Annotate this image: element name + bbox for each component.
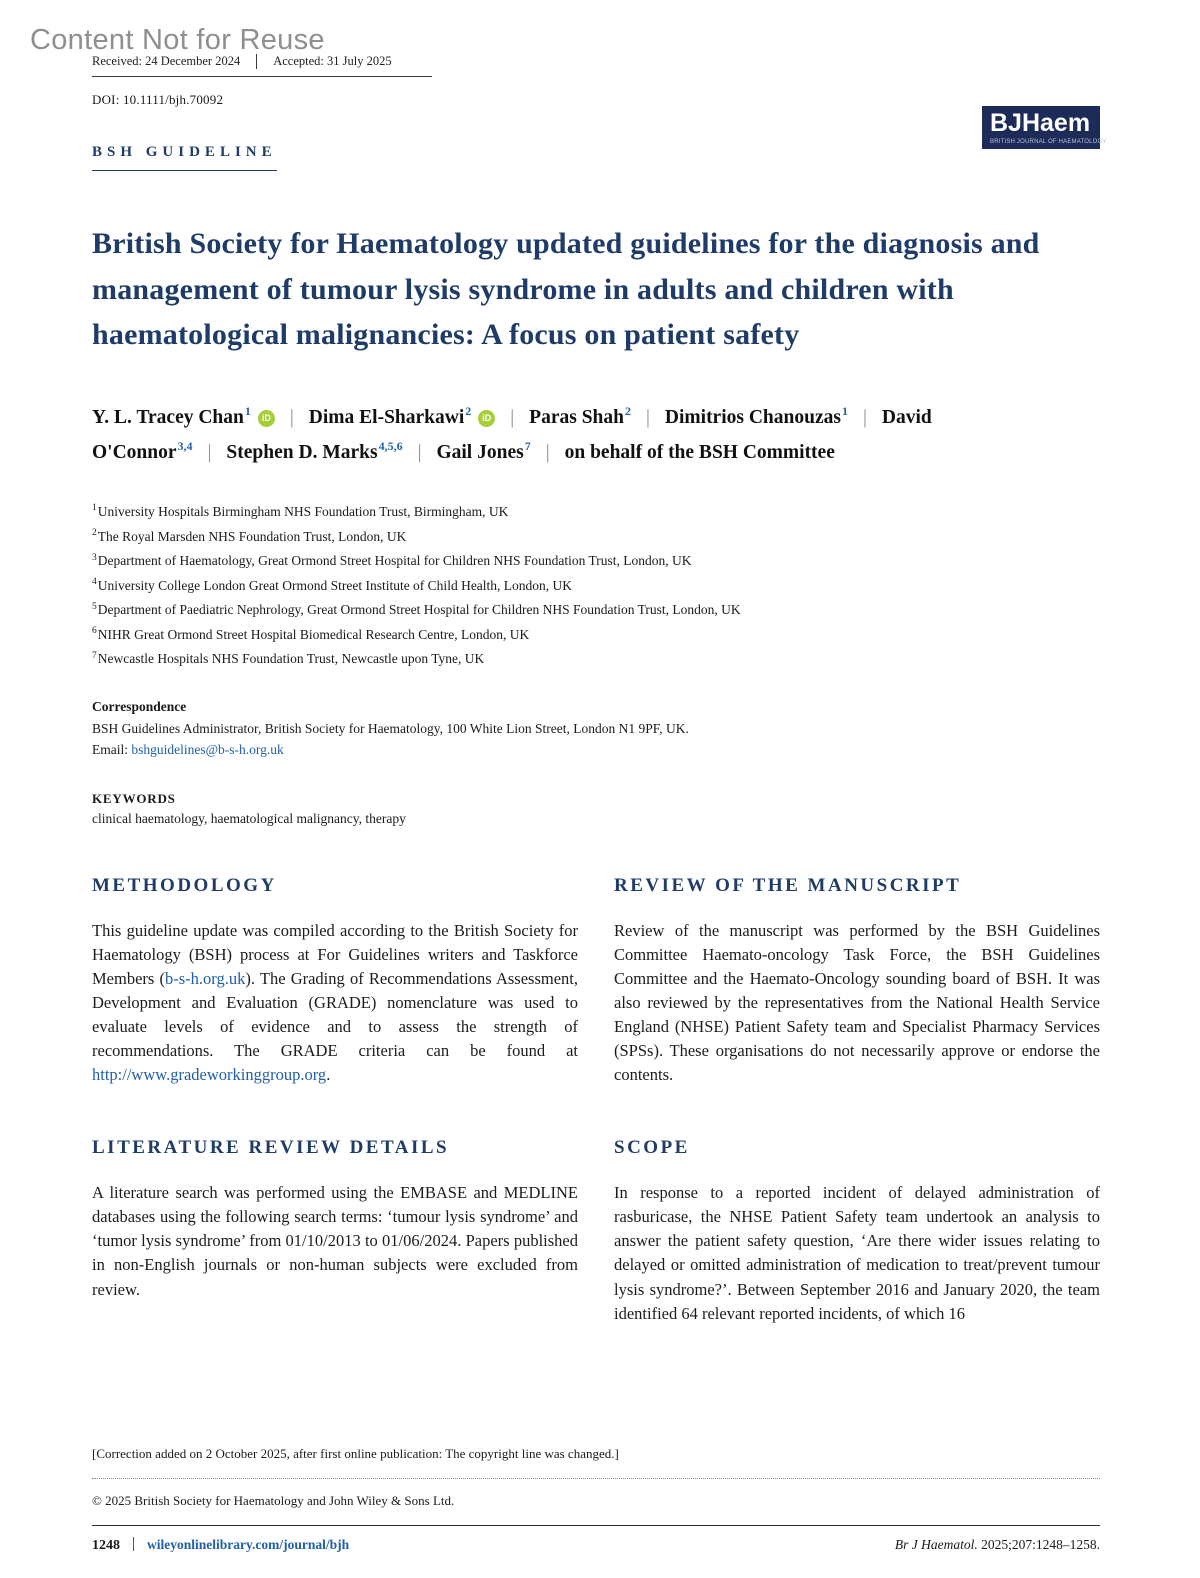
correspondence-email-link[interactable]: bshguidelines@b-s-h.org.uk bbox=[131, 742, 284, 758]
author-name: Dima El-Sharkawi bbox=[308, 406, 465, 428]
paragraph-text: This guideline update was compiled according to the British Society for Haematology (BSH) process at For Guidelines writers and Taskforce Members ( bbox=[92, 920, 578, 988]
author-affiliation-sup: 2 bbox=[465, 404, 472, 419]
affiliation bbox=[92, 598, 1100, 623]
affiliation-number: 2 bbox=[92, 528, 97, 539]
footer-rule bbox=[92, 1525, 1100, 1526]
correspondence-heading: Correspondence bbox=[92, 698, 187, 714]
author-name: Paras Shah bbox=[529, 406, 624, 428]
author-name: David O'Connor bbox=[92, 406, 932, 463]
keywords-block bbox=[92, 791, 1100, 827]
affiliation-number: 4 bbox=[92, 577, 97, 588]
journal-logo-name: BJHaem bbox=[990, 109, 1091, 137]
affiliation-number: 6 bbox=[92, 626, 97, 637]
page-number: 1248 bbox=[92, 1538, 120, 1553]
author-separator: | bbox=[545, 441, 550, 463]
keywords-list: clinical haematology, haematological malignancy, therapy bbox=[92, 810, 406, 826]
author-affiliation-sup: 1 bbox=[244, 404, 251, 419]
journal-logo-caption: BRITISH JOURNAL OF HAEMATOLOGY bbox=[990, 138, 1107, 145]
article-title: British Society for Haematology updated guidelines for the diagnosis and management of tumour lysis syndrome in adults and children with haematological malignancies: A focus on patient safety bbox=[92, 227, 1040, 352]
author-affiliation-sup: 7 bbox=[524, 439, 531, 454]
accepted-date: Accepted: 31 July 2025 bbox=[273, 54, 392, 68]
keywords-heading: KEYWORDS bbox=[92, 790, 176, 806]
citation-volume-pages: 2025;207:1248–1258. bbox=[977, 1537, 1100, 1552]
section-heading-review-manuscript: REVIEW OF THE MANUSCRIPT bbox=[614, 874, 962, 896]
affiliation-text: Newcastle Hospitals NHS Foundation Trust, Newcastle upon Tyne, UK bbox=[97, 651, 485, 667]
left-column bbox=[92, 875, 578, 1326]
correspondence-address: BSH Guidelines Administrator, British Society for Haematology, 100 White Lion Street, London N1 9PF, UK. bbox=[92, 720, 689, 736]
author bbox=[92, 404, 275, 428]
affiliation bbox=[92, 574, 1100, 599]
affiliation bbox=[92, 525, 1100, 550]
affiliation-text: NIHR Great Ormond Street Hospital Biomedical Research Centre, London, UK bbox=[97, 626, 530, 642]
journal-logo bbox=[982, 106, 1107, 149]
author-separator: | bbox=[510, 406, 515, 428]
author bbox=[308, 404, 495, 428]
bsh-link[interactable]: b-s-h.org.uk bbox=[165, 968, 246, 988]
author-separator: | bbox=[862, 406, 867, 428]
author-separator: | bbox=[646, 406, 650, 428]
grade-link[interactable]: http://www.gradeworkinggroup.org bbox=[92, 1065, 327, 1085]
author-list bbox=[92, 400, 1100, 470]
scope-paragraph: In response to a reported incident of delayed administration of rasburicase, the NHSE Patient Safety team undertook an analysis to answer the patient safety question, ‘Are there wider issues relating to delayed or omitted administration of medication to treat/prevent tumour lysis syndrome?’. Between September 2016 and January 2020, the team identified 64 relevant reported incidents, of which 16 bbox=[614, 1183, 1100, 1323]
correspondence-email-line bbox=[92, 739, 1100, 761]
author bbox=[226, 439, 403, 463]
footer-separator bbox=[133, 1537, 134, 1551]
copyright-line: © 2025 British Society for Haematology and John Wiley & Sons Ltd. bbox=[92, 1493, 455, 1508]
methodology-paragraph bbox=[92, 919, 578, 1088]
affiliation bbox=[92, 500, 1100, 525]
affiliation-number: 3 bbox=[92, 552, 97, 563]
doi: DOI: 10.1111/bjh.70092 bbox=[92, 92, 224, 107]
author-affiliation-sup: 3,4 bbox=[177, 439, 193, 454]
reuse-watermark: Content Not for Reuse bbox=[30, 24, 325, 56]
author-name: Dimitrios Chanouzas bbox=[664, 406, 841, 428]
citation-journal: Br J Haematol. bbox=[894, 1537, 978, 1552]
affiliation-text: Department of Haematology, Great Ormond Street Hospital for Children NHS Foundation Trust, London, UK bbox=[97, 553, 692, 569]
footer-left bbox=[92, 1537, 349, 1554]
orcid-icon[interactable]: iD bbox=[258, 410, 275, 427]
affiliation-number: 7 bbox=[92, 650, 97, 661]
author-affiliation-sup: 2 bbox=[625, 404, 631, 419]
paragraph-text: ). The Grading of Recommendations Assessment, Development and Evaluation (GRADE) nomenclature was used to evaluate levels of evidence and to assess the strength of recommendations. The GRADE criteria can be found at bbox=[92, 968, 578, 1061]
authors-suffix: on behalf of the BSH Committee bbox=[564, 441, 835, 463]
correspondence-block bbox=[92, 696, 1100, 761]
author-separator: | bbox=[289, 406, 294, 428]
author-affiliation-sup: 1 bbox=[841, 404, 848, 419]
author bbox=[436, 439, 531, 463]
review-manuscript-paragraph: Review of the manuscript was performed by the BSH Guidelines Committee Haemato-oncology Task Force, the BSH Guidelines Committee and the Haemato-Oncology sounding board of BSH. It was also reviewed by the representatives from the National Health Service England (NHSE) Patient Safety team and Specialist Pharmacy Services (SPSs). These organisations do not necessarily approve or endorse the contents. bbox=[614, 920, 1100, 1085]
author-separator: | bbox=[417, 441, 422, 463]
dotted-divider bbox=[92, 1478, 1100, 1479]
author-name: Y. L. Tracey Chan bbox=[92, 406, 244, 428]
footer-row bbox=[92, 1537, 1100, 1554]
section-heading-methodology: METHODOLOGY bbox=[92, 874, 277, 896]
affiliation-text: University Hospitals Birmingham NHS Foundation Trust, Birmingham, UK bbox=[97, 503, 509, 519]
orcid-icon[interactable]: iD bbox=[478, 410, 495, 427]
author bbox=[664, 404, 848, 428]
article-type-label: BSH GUIDELINE bbox=[92, 144, 277, 171]
affiliation-number: 1 bbox=[92, 503, 97, 514]
section-heading-scope: SCOPE bbox=[614, 1137, 690, 1159]
author-name: Gail Jones bbox=[436, 441, 524, 463]
paragraph-text: . bbox=[326, 1065, 331, 1085]
affiliation-list bbox=[92, 500, 1100, 672]
right-column bbox=[614, 875, 1100, 1326]
section-heading-literature-review: LITERATURE REVIEW DETAILS bbox=[92, 1137, 450, 1159]
journal-url-link[interactable]: wileyonlinelibrary.com/journal/bjh bbox=[147, 1537, 350, 1552]
affiliation bbox=[92, 623, 1100, 648]
citation bbox=[895, 1537, 1100, 1553]
correction-note: [Correction added on 2 October 2025, after first online publication: The copyright line was changed.] bbox=[92, 1446, 619, 1461]
affiliation-text: The Royal Marsden NHS Foundation Trust, London, UK bbox=[97, 528, 407, 544]
affiliation bbox=[92, 549, 1100, 574]
author-name: Stephen D. Marks bbox=[226, 441, 378, 463]
affiliation-number: 5 bbox=[92, 601, 97, 612]
article-body bbox=[92, 875, 1100, 1326]
affiliation bbox=[92, 647, 1100, 672]
affiliation-text: Department of Paediatric Nephrology, Great Ormond Street Hospital for Children NHS Foundation Trust, London, UK bbox=[97, 602, 741, 618]
author-separator: | bbox=[207, 441, 212, 463]
page-footer bbox=[92, 1446, 1100, 1554]
literature-review-paragraph: A literature search was performed using the EMBASE and MEDLINE databases using the following search terms: ‘tumour lysis syndrome’ and ‘tumor lysis syndrome’ from 01/10/2013 to 01/06/2024. Papers published in non-English journals or non-human subjects were excluded from review. bbox=[92, 1183, 578, 1299]
affiliation-text: University College London Great Ormond Street Institute of Child Health, London, UK bbox=[97, 577, 573, 593]
author-affiliation-sup: 4,5,6 bbox=[378, 439, 403, 454]
email-label: Email: bbox=[92, 742, 132, 758]
received-date: Received: 24 December 2024 bbox=[92, 54, 241, 68]
author bbox=[529, 404, 631, 428]
